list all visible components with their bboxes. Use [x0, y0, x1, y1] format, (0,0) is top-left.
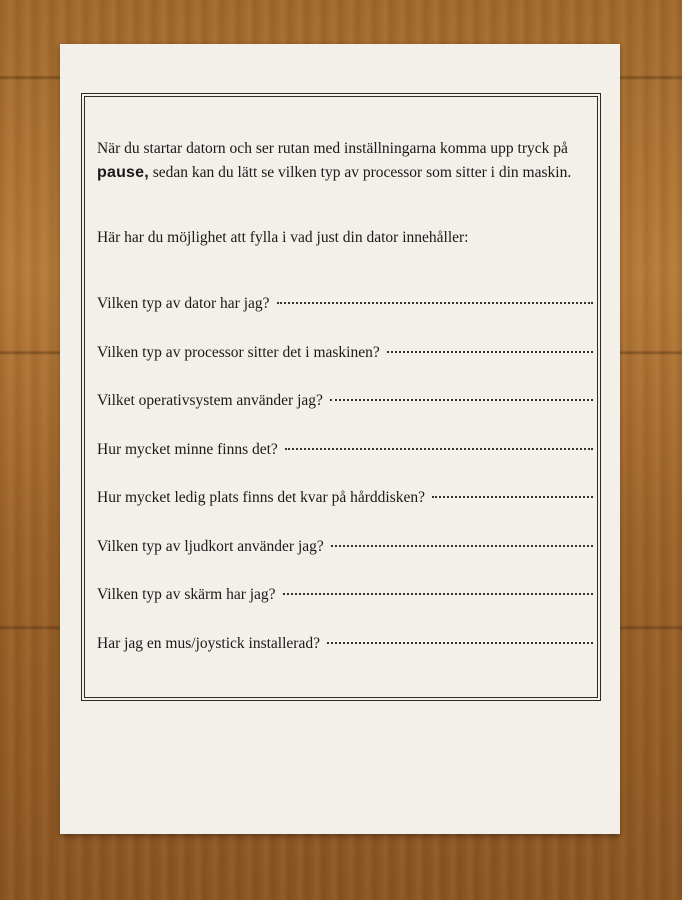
question-row	[97, 295, 593, 344]
paper-card	[60, 44, 620, 834]
question-row	[97, 344, 593, 393]
pause-keyword: pause,	[97, 164, 149, 181]
question-row	[97, 635, 593, 684]
answer-line[interactable]	[327, 642, 593, 644]
question-label: Vilken typ av processor sitter det i maskinen?	[97, 343, 380, 361]
question-row	[97, 392, 593, 441]
intro-text-after: sedan kan du lätt se vilken typ av processor som sitter i din maskin.	[148, 164, 572, 181]
question-label: Hur mycket ledig plats finns det kvar på hårddisken?	[97, 489, 425, 506]
question-row	[97, 538, 593, 587]
form-frame	[84, 96, 598, 698]
intro-text-before: När du startar datorn och ser rutan med inställningarna komma upp tryck på	[97, 140, 568, 157]
answer-line[interactable]	[283, 593, 593, 595]
question-row	[97, 441, 593, 490]
question-label: Hur mycket minne finns det?	[97, 440, 278, 458]
lead-text: Här har du möjlighet att fylla i vad just din dator innehåller:	[97, 229, 469, 246]
question-label: Vilken typ av ljudkort använder jag?	[97, 537, 324, 555]
answer-line[interactable]	[330, 399, 593, 401]
answer-line[interactable]	[331, 545, 593, 547]
intro-paragraph	[97, 137, 593, 185]
answer-line[interactable]	[277, 302, 593, 304]
question-label: Vilken typ av dator har jag?	[97, 295, 270, 312]
question-row	[97, 586, 593, 635]
question-label: Vilket operativsystem använder jag?	[97, 392, 323, 409]
answer-line[interactable]	[387, 351, 593, 353]
answer-line[interactable]	[285, 448, 593, 450]
question-label: Vilken typ av skärm har jag?	[97, 586, 276, 603]
question-list	[97, 295, 593, 683]
answer-line[interactable]	[432, 496, 593, 498]
question-row	[97, 489, 593, 538]
question-label: Har jag en mus/joystick installerad?	[97, 634, 320, 652]
